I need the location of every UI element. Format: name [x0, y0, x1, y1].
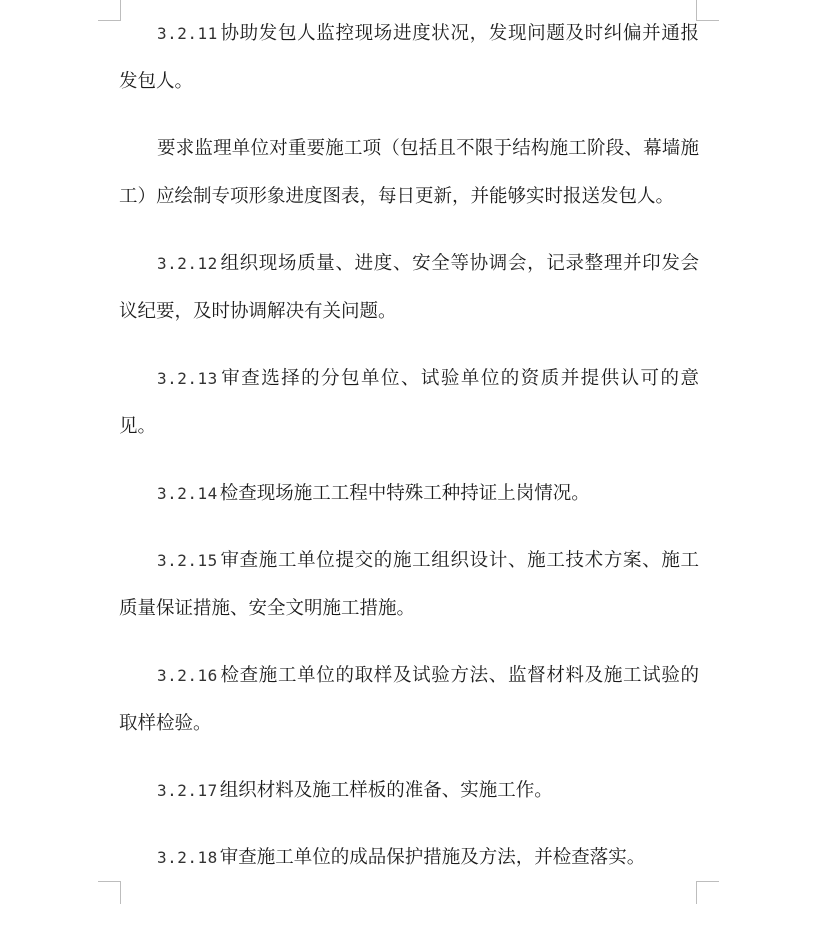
paragraph-text: 审查选择的分包单位、试验单位的资质并提供认可的意见。: [119, 368, 699, 437]
margin-corner-top-right: [696, 0, 719, 21]
paragraph-text: 审查施工单位的成品保护措施及方法，并检查落实。: [219, 847, 646, 868]
clause-number: 3.2.11: [157, 24, 218, 43]
clause-number: 3.2.15: [157, 551, 218, 570]
margin-corner-bottom-right: [696, 881, 719, 904]
paragraph-3-2-14: [119, 470, 699, 518]
margin-corner-top-left: [98, 0, 121, 21]
paragraph-3-2-12: [119, 240, 699, 336]
paragraph-text: 检查施工单位的取样及试验方法、监督材料及施工试验的取样检验。: [119, 665, 699, 734]
paragraph-text: 审查施工单位提交的施工组织设计、施工技术方案、施工质量保证措施、安全文明施工措施。: [119, 550, 699, 619]
clause-number: 3.2.12: [157, 254, 218, 273]
margin-corner-bottom-left: [98, 881, 121, 904]
clause-number: 3.2.16: [157, 666, 218, 685]
paragraph-3-2-15: [119, 537, 699, 633]
paragraph-text: 要求监理单位对重要施工项（包括且不限于结构施工阶段、幕墙施工）应绘制专项形象进度图表，每日更新，并能够实时报送发包人。: [119, 138, 699, 207]
paragraph-3-2-13: [119, 355, 699, 451]
paragraph-3-2-17: [119, 767, 699, 815]
paragraph-text: 检查现场施工工程中特殊工种持证上岗情况。: [219, 483, 590, 504]
document-body: [119, 10, 699, 901]
paragraph-3-2-11: [119, 10, 699, 106]
clause-number: 3.2.18: [157, 848, 218, 867]
clause-number: 3.2.17: [157, 781, 218, 800]
clause-number: 3.2.14: [157, 484, 218, 503]
paragraph-progress-chart: [119, 125, 699, 221]
paragraph-3-2-18: [119, 834, 699, 882]
paragraph-text: 组织材料及施工样板的准备、实施工作。: [219, 780, 553, 801]
clause-number: 3.2.13: [157, 369, 218, 388]
paragraph-text: 协助发包人监控现场进度状况，发现问题及时纠偏并通报发包人。: [119, 23, 699, 92]
paragraph-3-2-16: [119, 652, 699, 748]
paragraph-text: 组织现场质量、进度、安全等协调会，记录整理并印发会议纪要，及时协调解决有关问题。: [119, 253, 699, 322]
